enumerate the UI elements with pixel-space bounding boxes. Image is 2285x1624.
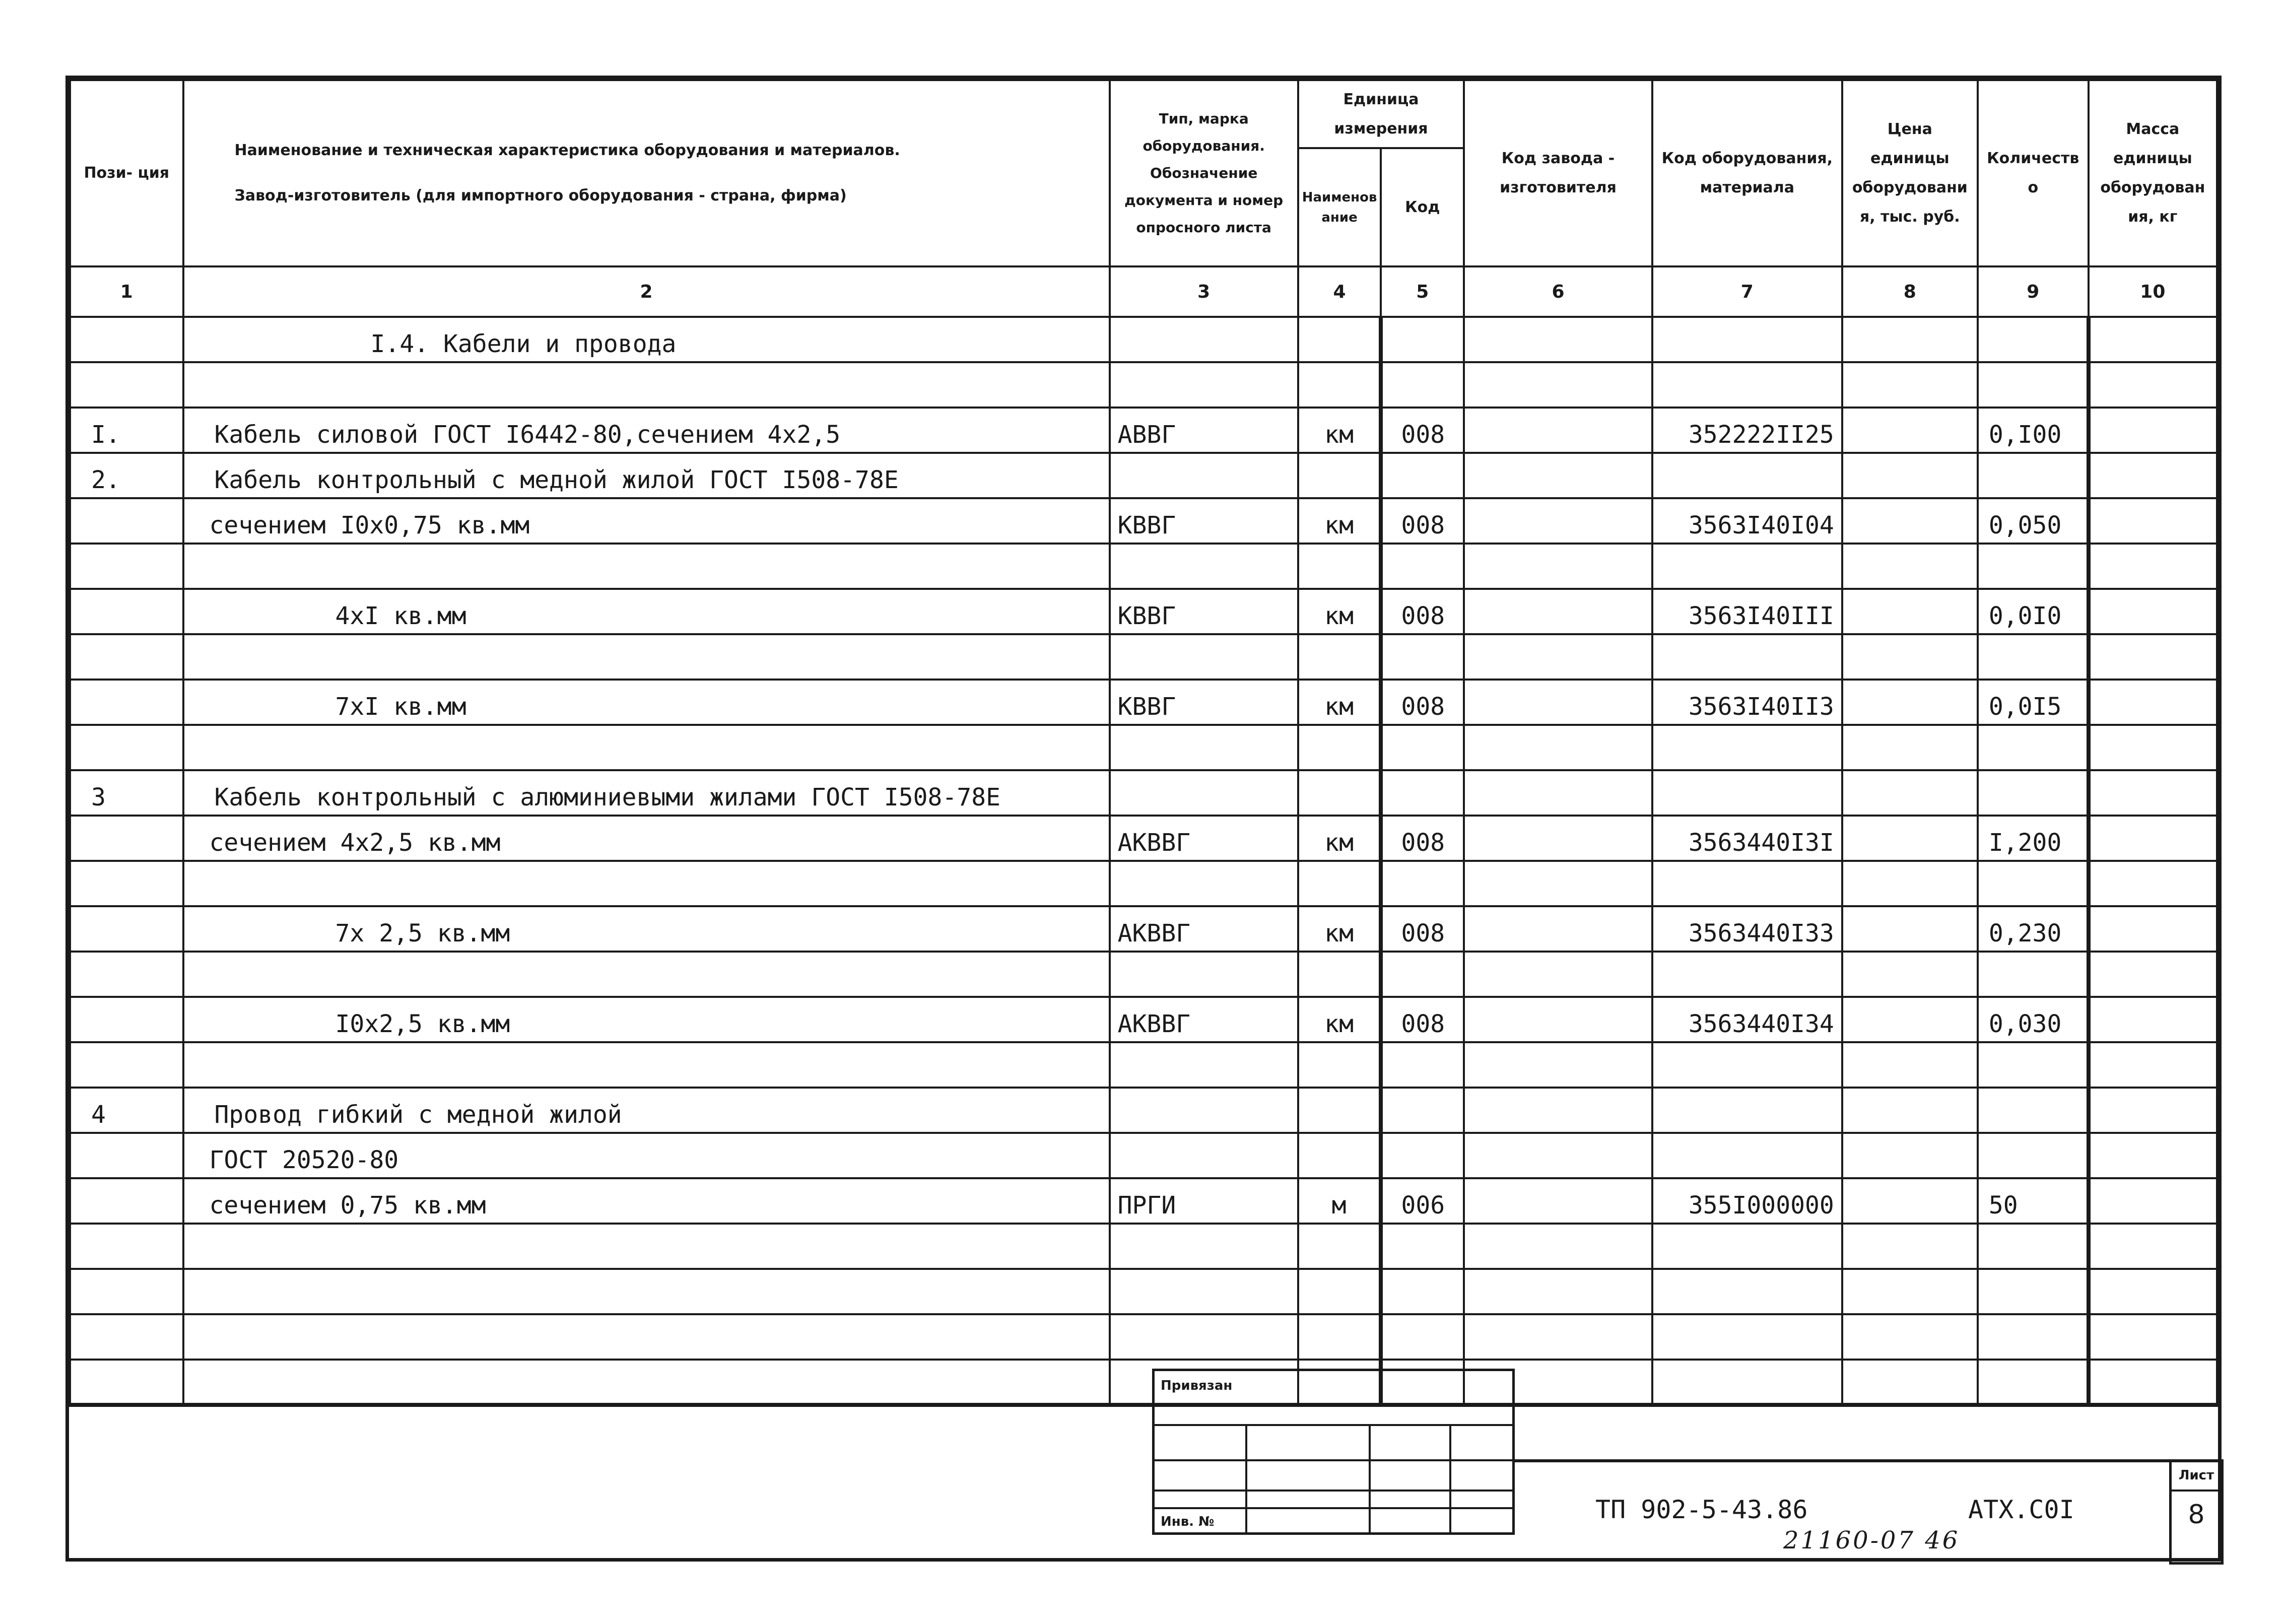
row-equipment-code: 3563I40II3 [1652, 680, 1842, 725]
row-unit [1298, 1224, 1381, 1269]
row-price [1842, 317, 1978, 362]
row-price [1842, 1088, 1978, 1133]
table-row [70, 589, 2217, 634]
row-name [183, 725, 1110, 770]
row-plant-code [1464, 1224, 1652, 1269]
table-row [70, 770, 2217, 816]
sheet-number: 8 [2188, 1500, 2205, 1530]
column-number: 8 [1842, 266, 1978, 317]
row-equipment-code [1652, 1133, 1842, 1178]
row-position [70, 589, 183, 634]
row-plant-code [1464, 1133, 1652, 1178]
row-price [1842, 906, 1978, 952]
row-equipment-code: 3563I40III [1652, 589, 1842, 634]
stamp-attached-label: Привязан [1161, 1378, 1233, 1393]
sheet-label: Лист [2172, 1462, 2221, 1492]
table-row [70, 1360, 2217, 1405]
table-row [70, 634, 2217, 680]
column-number: 1 [70, 266, 183, 317]
row-mass [2089, 1314, 2217, 1360]
table-row [70, 1178, 2217, 1224]
row-name: Кабель силовой ГОСТ I6442-80,сечением 4х2,5 [183, 408, 1110, 453]
column-number: 4 [1298, 266, 1381, 317]
row-quantity [1978, 453, 2089, 498]
row-mass [2089, 453, 2217, 498]
row-unit: км [1298, 680, 1381, 725]
row-price [1842, 725, 1978, 770]
row-price [1842, 1042, 1978, 1088]
row-plant-code [1464, 1269, 1652, 1314]
row-name: 4хI кв.мм [183, 589, 1110, 634]
row-quantity [1978, 362, 2089, 408]
row-type [1110, 1042, 1298, 1088]
header-unit-name: Наименование [1298, 148, 1381, 266]
row-unit-code: 008 [1381, 498, 1464, 544]
row-position: 4 [70, 1088, 183, 1133]
row-unit-code [1381, 544, 1464, 589]
row-equipment-code [1652, 952, 1842, 997]
row-mass [2089, 861, 2217, 906]
row-unit-code [1381, 362, 1464, 408]
row-equipment-code [1652, 1042, 1842, 1088]
row-plant-code [1464, 725, 1652, 770]
row-name: ГОСТ 20520-80 [183, 1133, 1110, 1178]
row-type [1110, 1088, 1298, 1133]
row-name: Провод гибкий с медной жилой [183, 1088, 1110, 1133]
column-number: 5 [1381, 266, 1464, 317]
row-unit: км [1298, 906, 1381, 952]
row-name: сечением 0,75 кв.мм [183, 1178, 1110, 1224]
row-position: 3 [70, 770, 183, 816]
header-quantity: Количество [1978, 80, 2089, 266]
row-type: КВВГ [1110, 498, 1298, 544]
row-mass [2089, 1088, 2217, 1133]
row-mass [2089, 498, 2217, 544]
table-row [70, 725, 2217, 770]
row-name [183, 1360, 1110, 1405]
row-type [1110, 1224, 1298, 1269]
row-type: АКВВГ [1110, 997, 1298, 1042]
row-plant-code [1464, 589, 1652, 634]
row-quantity: 0,0I0 [1978, 589, 2089, 634]
row-price [1842, 861, 1978, 906]
row-position [70, 634, 183, 680]
row-name: сечением 4х2,5 кв.мм [183, 816, 1110, 861]
row-quantity [1978, 725, 2089, 770]
row-quantity [1978, 952, 2089, 997]
row-unit-code [1381, 1088, 1464, 1133]
row-equipment-code [1652, 770, 1842, 816]
row-quantity [1978, 1269, 2089, 1314]
row-position [70, 952, 183, 997]
row-type [1110, 544, 1298, 589]
row-mass [2089, 589, 2217, 634]
row-mass [2089, 725, 2217, 770]
column-number: 2 [183, 266, 1110, 317]
row-plant-code [1464, 906, 1652, 952]
row-mass [2089, 362, 2217, 408]
row-name [183, 1269, 1110, 1314]
row-equipment-code [1652, 1269, 1842, 1314]
table-row [70, 1042, 2217, 1088]
row-equipment-code [1652, 362, 1842, 408]
table-row [70, 1314, 2217, 1360]
row-position [70, 906, 183, 952]
row-position [70, 1042, 183, 1088]
row-type [1110, 770, 1298, 816]
header-position: Пози- ция [70, 80, 183, 266]
row-name [183, 1314, 1110, 1360]
row-equipment-code [1652, 725, 1842, 770]
header-name: Наименование и техническая характеристика оборудования и материалов. Завод-изготовитель (для импортного оборудования - страна, фирма) [183, 80, 1110, 266]
row-position [70, 1269, 183, 1314]
row-quantity [1978, 770, 2089, 816]
row-mass [2089, 816, 2217, 861]
row-equipment-code [1652, 317, 1842, 362]
row-type: ПРГИ [1110, 1178, 1298, 1224]
table-row [70, 861, 2217, 906]
row-price [1842, 1314, 1978, 1360]
row-equipment-code [1652, 1088, 1842, 1133]
row-equipment-code [1652, 1224, 1842, 1269]
table-row [70, 408, 2217, 453]
row-plant-code [1464, 1314, 1652, 1360]
row-name [183, 952, 1110, 997]
row-price [1842, 680, 1978, 725]
row-unit-code: 008 [1381, 589, 1464, 634]
column-number: 3 [1110, 266, 1298, 317]
table-row [70, 1088, 2217, 1133]
row-quantity [1978, 1088, 2089, 1133]
row-unit-code: 008 [1381, 906, 1464, 952]
row-unit: км [1298, 408, 1381, 453]
row-unit-code [1381, 952, 1464, 997]
row-price [1842, 589, 1978, 634]
row-type [1110, 634, 1298, 680]
row-plant-code [1464, 453, 1652, 498]
row-price [1842, 634, 1978, 680]
table-row [70, 680, 2217, 725]
row-mass [2089, 1360, 2217, 1405]
row-quantity [1978, 1224, 2089, 1269]
row-mass [2089, 317, 2217, 362]
row-type: АКВВГ [1110, 816, 1298, 861]
row-unit-code [1381, 1133, 1464, 1178]
row-equipment-code: 3563440I3I [1652, 816, 1842, 861]
table-row [70, 952, 2217, 997]
table-row [70, 1133, 2217, 1178]
row-type: АКВВГ [1110, 906, 1298, 952]
row-price [1842, 453, 1978, 498]
row-quantity: 0,I00 [1978, 408, 2089, 453]
row-position: 2. [70, 453, 183, 498]
project-code: ТП 902-5-43.86 [1595, 1495, 1808, 1524]
row-mass [2089, 544, 2217, 589]
row-unit: м [1298, 1178, 1381, 1224]
row-unit-code: 006 [1381, 1178, 1464, 1224]
row-price [1842, 1178, 1978, 1224]
column-number: 7 [1652, 266, 1842, 317]
row-plant-code [1464, 1088, 1652, 1133]
row-position [70, 498, 183, 544]
row-name [183, 634, 1110, 680]
row-price [1842, 952, 1978, 997]
row-price [1842, 770, 1978, 816]
row-quantity [1978, 544, 2089, 589]
row-price [1842, 498, 1978, 544]
row-mass [2089, 1042, 2217, 1088]
row-plant-code [1464, 680, 1652, 725]
row-name [183, 362, 1110, 408]
row-name [183, 1224, 1110, 1269]
row-unit-code: 008 [1381, 680, 1464, 725]
table-row [70, 453, 2217, 498]
header-unit-group: Единица измерения [1298, 80, 1464, 148]
row-unit [1298, 634, 1381, 680]
row-unit-code [1381, 1314, 1464, 1360]
row-unit [1298, 1042, 1381, 1088]
row-equipment-code: 3563440I33 [1652, 906, 1842, 952]
row-mass [2089, 906, 2217, 952]
row-equipment-code: 355I000000 [1652, 1178, 1842, 1224]
table-row [70, 997, 2217, 1042]
row-name: I.4. Кабели и провода [183, 317, 1110, 362]
row-unit [1298, 952, 1381, 997]
row-unit [1298, 770, 1381, 816]
table-row [70, 362, 2217, 408]
row-type [1110, 952, 1298, 997]
row-unit: км [1298, 997, 1381, 1042]
row-unit: км [1298, 816, 1381, 861]
row-name: 7хI кв.мм [183, 680, 1110, 725]
column-number: 9 [1978, 266, 2089, 317]
header-price: Цена единицы оборудования, тыс. руб. [1842, 80, 1978, 266]
row-plant-code [1464, 634, 1652, 680]
row-quantity [1978, 1360, 2089, 1405]
row-name [183, 861, 1110, 906]
row-type: АВВГ [1110, 408, 1298, 453]
row-price [1842, 1360, 1978, 1405]
document-sheet [65, 76, 2222, 1562]
row-unit [1298, 1314, 1381, 1360]
row-unit [1298, 861, 1381, 906]
table-row [70, 1224, 2217, 1269]
row-quantity [1978, 1314, 2089, 1360]
row-price [1842, 997, 1978, 1042]
row-quantity: 50 [1978, 1178, 2089, 1224]
row-unit-code [1381, 725, 1464, 770]
row-quantity: I,200 [1978, 816, 2089, 861]
row-mass [2089, 997, 2217, 1042]
column-number: 6 [1464, 266, 1652, 317]
row-unit [1298, 317, 1381, 362]
row-unit-code [1381, 1269, 1464, 1314]
row-plant-code [1464, 544, 1652, 589]
header-unit-code: Код [1381, 148, 1464, 266]
row-plant-code [1464, 498, 1652, 544]
row-name: 7х 2,5 кв.мм [183, 906, 1110, 952]
row-position [70, 997, 183, 1042]
row-plant-code [1464, 816, 1652, 861]
table-row [70, 816, 2217, 861]
row-mass [2089, 1269, 2217, 1314]
row-unit-code [1381, 453, 1464, 498]
row-type: КВВГ [1110, 680, 1298, 725]
row-quantity: 0,0I5 [1978, 680, 2089, 725]
row-mass [2089, 408, 2217, 453]
row-mass [2089, 770, 2217, 816]
row-unit-code [1381, 770, 1464, 816]
row-type [1110, 725, 1298, 770]
row-plant-code [1464, 952, 1652, 997]
row-name [183, 544, 1110, 589]
row-equipment-code [1652, 453, 1842, 498]
row-name: I0х2,5 кв.мм [183, 997, 1110, 1042]
row-unit: км [1298, 498, 1381, 544]
row-equipment-code [1652, 544, 1842, 589]
row-unit [1298, 1133, 1381, 1178]
specification-table [69, 79, 2218, 1407]
row-position [70, 1178, 183, 1224]
row-equipment-code: 352222II25 [1652, 408, 1842, 453]
row-unit-code [1381, 634, 1464, 680]
row-quantity: 0,030 [1978, 997, 2089, 1042]
row-quantity [1978, 861, 2089, 906]
stamp-inv-label: Инв. № [1161, 1514, 1215, 1529]
row-plant-code [1464, 362, 1652, 408]
row-position [70, 1224, 183, 1269]
row-position [70, 1133, 183, 1178]
row-equipment-code [1652, 1360, 1842, 1405]
table-row [70, 544, 2217, 589]
row-position [70, 861, 183, 906]
row-unit [1298, 725, 1381, 770]
row-quantity [1978, 634, 2089, 680]
document-code: АТХ.С0I [1968, 1495, 2074, 1524]
table-row [70, 906, 2217, 952]
row-price [1842, 1224, 1978, 1269]
row-position [70, 680, 183, 725]
row-plant-code [1464, 1178, 1652, 1224]
row-position [70, 317, 183, 362]
row-type [1110, 317, 1298, 362]
row-position [70, 362, 183, 408]
header-type: Тип, марка оборудования. Обозначение документа и номер опросного листа [1110, 80, 1298, 266]
row-plant-code [1464, 861, 1652, 906]
row-unit-code: 008 [1381, 997, 1464, 1042]
row-price [1842, 1269, 1978, 1314]
column-number-row [70, 266, 2217, 317]
row-unit [1298, 1088, 1381, 1133]
row-unit-code: 008 [1381, 816, 1464, 861]
row-type [1110, 1133, 1298, 1178]
row-type [1110, 453, 1298, 498]
row-position [70, 1360, 183, 1405]
row-position [70, 816, 183, 861]
column-number: 10 [2089, 266, 2217, 317]
row-unit-code: 008 [1381, 408, 1464, 453]
table-row [70, 317, 2217, 362]
row-plant-code [1464, 1042, 1652, 1088]
row-type [1110, 1314, 1298, 1360]
row-name: Кабель контрольный с медной жилой ГОСТ I508-78Е [183, 453, 1110, 498]
sheet-number-box [2169, 1459, 2224, 1565]
row-unit-code [1381, 861, 1464, 906]
row-unit-code [1381, 1042, 1464, 1088]
row-unit [1298, 544, 1381, 589]
handwritten-note: 21160-07 46 [1783, 1526, 1960, 1554]
row-unit: км [1298, 589, 1381, 634]
row-quantity: 0,050 [1978, 498, 2089, 544]
row-price [1842, 408, 1978, 453]
row-plant-code [1464, 997, 1652, 1042]
row-unit-code [1381, 317, 1464, 362]
row-equipment-code [1652, 634, 1842, 680]
row-position: I. [70, 408, 183, 453]
row-unit [1298, 362, 1381, 408]
row-equipment-code: 3563440I34 [1652, 997, 1842, 1042]
row-price [1842, 362, 1978, 408]
row-equipment-code [1652, 1314, 1842, 1360]
row-mass [2089, 1224, 2217, 1269]
row-plant-code [1464, 317, 1652, 362]
header-mass: Масса единицы оборудования, кг [2089, 80, 2217, 266]
row-unit-code [1381, 1224, 1464, 1269]
row-price [1842, 816, 1978, 861]
row-plant-code [1464, 408, 1652, 453]
row-name: Кабель контрольный с алюминиевыми жилами ГОСТ I508-78Е [183, 770, 1110, 816]
row-mass [2089, 1133, 2217, 1178]
row-quantity: 0,230 [1978, 906, 2089, 952]
row-position [70, 725, 183, 770]
row-unit [1298, 453, 1381, 498]
table-row [70, 498, 2217, 544]
row-equipment-code [1652, 861, 1842, 906]
header-equipment-code: Код оборудования, материала [1652, 80, 1842, 266]
row-quantity [1978, 1133, 2089, 1178]
binding-stamp [1152, 1369, 1515, 1535]
row-type [1110, 861, 1298, 906]
row-plant-code [1464, 770, 1652, 816]
table-row [70, 1269, 2217, 1314]
row-name [183, 1042, 1110, 1088]
header-plant-code: Код завода - изготовителя [1464, 80, 1652, 266]
row-type [1110, 362, 1298, 408]
row-equipment-code: 3563I40I04 [1652, 498, 1842, 544]
row-price [1842, 1133, 1978, 1178]
row-position [70, 1314, 183, 1360]
row-mass [2089, 634, 2217, 680]
row-type: КВВГ [1110, 589, 1298, 634]
row-unit [1298, 1269, 1381, 1314]
row-mass [2089, 952, 2217, 997]
row-name: сечением I0х0,75 кв.мм [183, 498, 1110, 544]
row-quantity [1978, 1042, 2089, 1088]
row-quantity [1978, 317, 2089, 362]
row-mass [2089, 1178, 2217, 1224]
row-position [70, 544, 183, 589]
row-mass [2089, 680, 2217, 725]
row-type [1110, 1269, 1298, 1314]
row-price [1842, 544, 1978, 589]
